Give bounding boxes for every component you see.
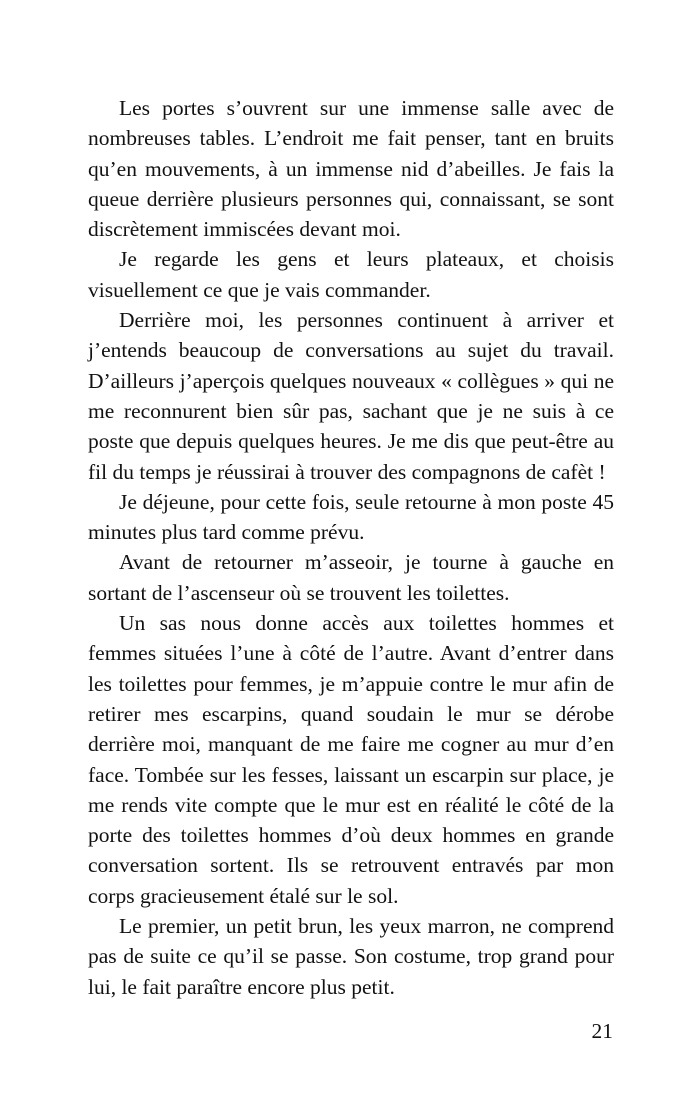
- paragraph: Avant de retourner m’asseoir, je tourne à gauche en sortant de l’ascenseur où se trouvent les toilettes.: [88, 550, 614, 605]
- paragraph: Les portes s’ouvrent sur une immense salle avec de nombreuses tables. L’endroit me fait penser, tant en bruits qu’en mouvements, à un immense nid d’abeilles. Je fais la queue derrière plusieurs personnes qui, connaissant, se sont discrètement immiscées devant moi.: [88, 96, 614, 242]
- page-number: 21: [591, 1019, 613, 1043]
- paragraph: Je regarde les gens et leurs plateaux, et choisis visuellement ce que je vais commander.: [88, 247, 614, 302]
- paragraph: Je déjeune, pour cette fois, seule retourne à mon poste 45 minutes plus tard comme prévu.: [88, 489, 614, 545]
- paragraph: Le premier, un petit brun, les yeux marron, ne comprend pas de suite ce qu’il se passe. Son costume, trop grand pour lui, le fait paraître encore plus petit.: [88, 914, 614, 999]
- page-body: [88, 93, 614, 1002]
- paragraph: Derrière moi, les personnes continuent à arriver et j’entends beaucoup de conversations au sujet du travail. D’ailleurs j’aperçois quelques nouveaux « collègues » qui ne me reconnurent bien sûr pas, sachant que je ne suis à ce poste que depuis quelques heures. Je me dis que peut-être au fil du temps je réussirai à trouver des compagnons de cafèt !: [88, 308, 614, 484]
- paragraph: Un sas nous donne accès aux toilettes hommes et femmes situées l’une à côté de l’autre. Avant d’entrer dans les toilettes pour femmes, je m’appuie contre le mur afin de retirer mes escarpins, quand soudain le mur se dérobe derrière moi, manquant de me faire me cogner au mur d’en face. Tombée sur les fesses, laissant un escarpin sur place, je me rends vite compte que le mur est en réalité le côté de la porte des toilettes hommes d’où deux hommes en grande conversation sortent. Ils se retrouvent entravés par mon corps gracieusement étalé sur le sol.: [88, 611, 614, 908]
